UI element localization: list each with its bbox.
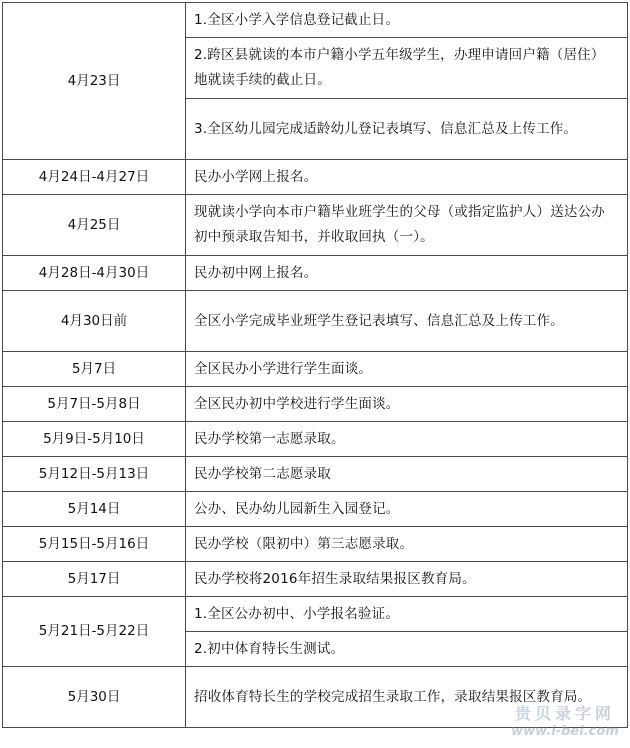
table-row xyxy=(3,457,628,492)
table-row xyxy=(3,195,628,256)
date-cell: 5月7日 xyxy=(3,352,186,387)
item-cell: 2.初中体育特长生测试。 xyxy=(186,632,628,667)
date-cell: 5月17日 xyxy=(3,562,186,597)
date-cell: 5月15日-5月16日 xyxy=(3,527,186,562)
schedule-table xyxy=(2,2,628,728)
date-cell: 4月24日-4月27日 xyxy=(3,160,186,195)
item-cell: 1.全区公办初中、小学报名验证。 xyxy=(186,597,628,632)
item-cell: 全区小学完成毕业班学生登记表填写、信息汇总及上传工作。 xyxy=(186,291,628,352)
item-cell: 3.全区幼儿园完成适龄幼儿登记表填写、信息汇总及上传工作。 xyxy=(186,99,628,160)
item-cell: 2.跨区县就读的本市户籍小学五年级学生，办理申请回户籍（居住）地就读手续的截止日。 xyxy=(186,38,628,99)
table-row xyxy=(3,256,628,291)
item-cell: 全区民办小学进行学生面谈。 xyxy=(186,352,628,387)
date-cell: 5月30日 xyxy=(3,667,186,728)
item-cell: 全区民办初中学校进行学生面谈。 xyxy=(186,387,628,422)
table-row xyxy=(3,562,628,597)
date-cell: 4月23日 xyxy=(3,3,186,160)
item-cell: 现就读小学向本市户籍毕业班学生的父母（或指定监护人）送达公办初中预录取告知书，并收取回执（一）。 xyxy=(186,195,628,256)
date-cell: 5月12日-5月13日 xyxy=(3,457,186,492)
table-row xyxy=(3,387,628,422)
date-cell: 5月21日-5月22日 xyxy=(3,597,186,667)
item-cell: 公办、民办幼儿园新生入园登记。 xyxy=(186,492,628,527)
table-row xyxy=(3,667,628,728)
table-row xyxy=(3,291,628,352)
table-row xyxy=(3,527,628,562)
date-cell: 5月7日-5月8日 xyxy=(3,387,186,422)
table-row xyxy=(3,3,628,38)
table-row xyxy=(3,352,628,387)
item-cell: 1.全区小学入学信息登记截止日。 xyxy=(186,3,628,38)
date-cell: 4月25日 xyxy=(3,195,186,256)
table-row xyxy=(3,160,628,195)
table-row xyxy=(3,492,628,527)
table-row xyxy=(3,597,628,632)
watermark-url: www.i-bei.com xyxy=(511,724,619,739)
date-cell: 4月28日-4月30日 xyxy=(3,256,186,291)
item-cell: 民办小学网上报名。 xyxy=(186,160,628,195)
table-row xyxy=(3,422,628,457)
item-cell: 民办学校第一志愿录取。 xyxy=(186,422,628,457)
item-cell: 民办学校（限初中）第三志愿录取。 xyxy=(186,527,628,562)
date-cell: 5月14日 xyxy=(3,492,186,527)
watermark-text: 贵贝录字网 xyxy=(514,704,615,723)
item-cell: 招收体育特长生的学校完成招生录取工作，录取结果报区教育局。 xyxy=(186,667,628,728)
item-cell: 民办学校将2016年招生录取结果报区教育局。 xyxy=(186,562,628,597)
item-cell: 民办初中网上报名。 xyxy=(186,256,628,291)
item-cell: 民办学校第二志愿录取 xyxy=(186,457,628,492)
date-cell: 5月9日-5月10日 xyxy=(3,422,186,457)
date-cell: 4月30日前 xyxy=(3,291,186,352)
